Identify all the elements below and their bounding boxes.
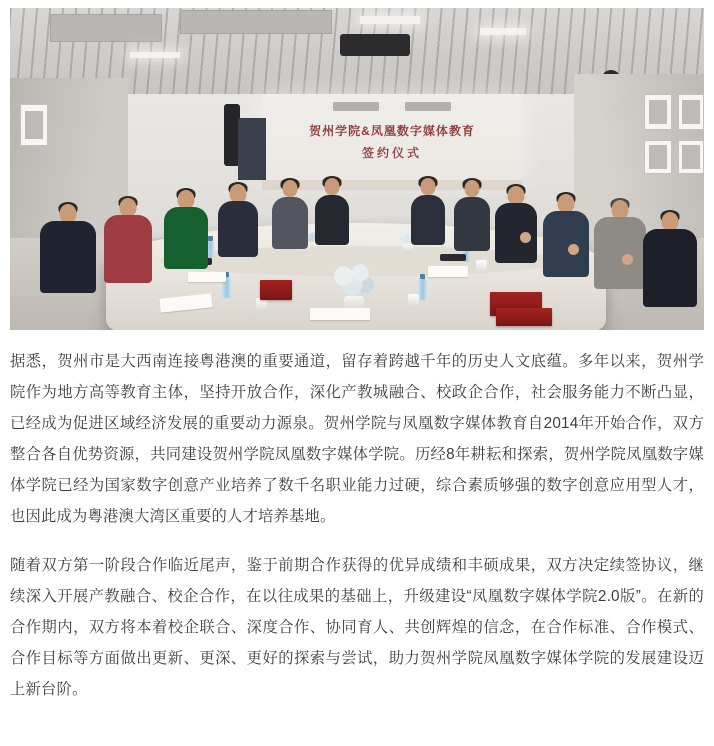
head bbox=[325, 178, 340, 195]
wall-frame bbox=[678, 140, 704, 174]
paper-sheet bbox=[428, 266, 468, 277]
body bbox=[272, 197, 308, 249]
head bbox=[421, 178, 436, 195]
screen-base bbox=[262, 180, 522, 190]
body bbox=[104, 215, 152, 283]
paragraph: 据悉，贺州市是大西南连接粤港澳的重要通道，留存着跨越千年的历史人文底蕴。多年以来，贺州学院作为地方高等教育主体，坚持开放合作，深化产教城融合、校政企合作，社会服务能力不断凸显，已经成为促进区域经济发展的重要动力源泉。贺州学院与凤凰数字媒体教育自2014年开始合作，双方整合各自优势资源，共同建设贺州学院凤凰数字媒体学院。历经8年耕耘和探索，贺州学院凤凰数字媒体学院已经为国家数字创意产业培养了数千名职业能力过硬，综合素质够强的数字创意应用型人才，也因此成为粤港澳大湾区重要的人才培养基地。 bbox=[10, 353, 704, 525]
paper-sheet bbox=[188, 272, 226, 282]
photo-scene bbox=[10, 8, 704, 330]
wall-frame bbox=[678, 94, 704, 130]
hand bbox=[568, 244, 579, 255]
ceiling-panel bbox=[50, 14, 162, 42]
screen-title: 贺州学院&凤凰数字媒体教育 bbox=[309, 124, 475, 138]
body bbox=[218, 201, 258, 257]
body bbox=[543, 211, 589, 277]
screen-subtitle: 签约仪式 bbox=[361, 146, 422, 160]
document-folder bbox=[496, 308, 552, 326]
head bbox=[283, 180, 298, 197]
screen-logos bbox=[262, 102, 522, 111]
standing-speaker-person bbox=[238, 118, 264, 192]
logo-right-mark bbox=[405, 102, 451, 111]
document-folder bbox=[260, 280, 292, 300]
flower-arrangement bbox=[328, 260, 380, 300]
ceiling-light bbox=[360, 16, 420, 24]
wall-frame bbox=[644, 140, 672, 174]
hand bbox=[622, 254, 633, 265]
water-bottle bbox=[418, 278, 427, 300]
paragraph: 随着双方第一阶段合作临近尾声，鉴于前期合作获得的优异成绩和丰硕成果，双方决定续签协议，继续深入开展产教融合、校企合作，在以往成果的基础上，升级建设“凤凰数字媒体学院2.0版”。在新的合作期内，双方将本着校企联合、深度合作、协同育人、共创辉煌的信念，在合作标准、合作模式、合作目标等方面做出更新、更深、更好的探索与尝试，助力贺州学院凤凰数字媒体学院的发展建设迈上新台阶。 bbox=[10, 557, 704, 698]
body bbox=[594, 217, 646, 289]
tea-cup bbox=[476, 260, 487, 273]
body bbox=[40, 221, 96, 293]
body bbox=[164, 207, 208, 269]
projection-screen bbox=[262, 94, 522, 180]
name-plate bbox=[440, 254, 466, 261]
hand bbox=[520, 232, 531, 243]
logo-left-mark bbox=[333, 102, 379, 111]
head bbox=[465, 180, 480, 197]
body bbox=[315, 195, 349, 245]
projector bbox=[340, 34, 410, 56]
body bbox=[238, 118, 266, 180]
ceiling-light bbox=[480, 28, 526, 35]
body bbox=[411, 195, 445, 245]
ceiling-light bbox=[130, 52, 180, 58]
body bbox=[495, 203, 537, 263]
body bbox=[454, 197, 490, 251]
article-container bbox=[0, 8, 714, 705]
wall-frame bbox=[20, 104, 48, 146]
ceiling-panel bbox=[180, 10, 332, 34]
tea-cup bbox=[408, 294, 419, 307]
article-photo bbox=[10, 8, 704, 330]
body bbox=[643, 229, 697, 307]
paper-sheet bbox=[310, 308, 370, 320]
wall-frame bbox=[644, 94, 672, 130]
article-body bbox=[10, 346, 704, 705]
